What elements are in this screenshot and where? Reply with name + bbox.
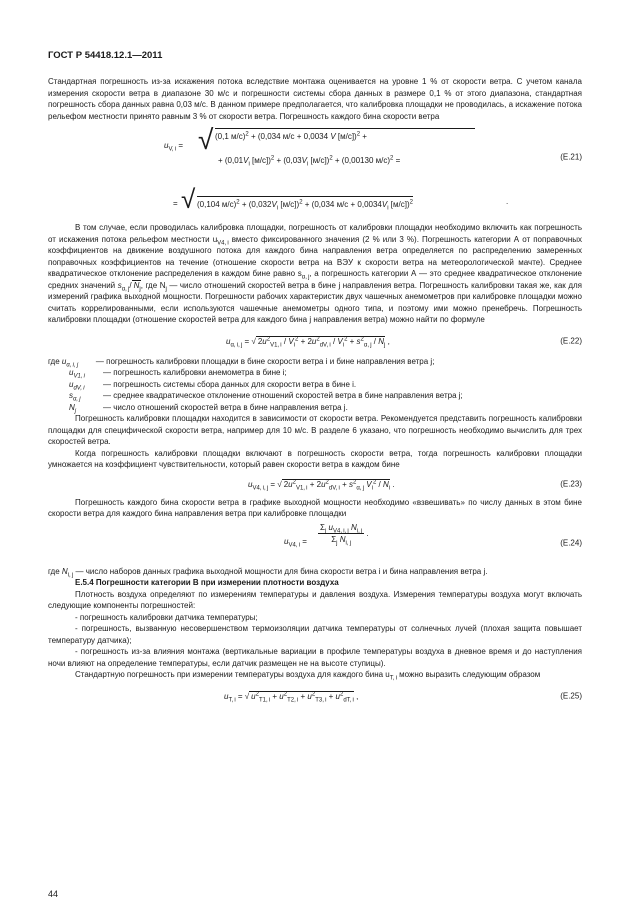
formula-e25: $u_{T, i}$ = √ $u^2_{T1, i} + u^2_{T2, i} + u^2_{T3, i} + u^2_{dT, i}$ , (Е.25) (224, 690, 582, 704)
definition-item: $u_{V1, i}$ — погрешность калибровки анемометра в бине i; (69, 368, 287, 380)
paragraph: Плотность воздуха определяют по измерениям температуры и давления воздуха. Измерения температуры воздуха могут включать следующие компоненты погрешностей: (48, 589, 582, 610)
formula-e23: $u_{V4, i, j}$ = √ $2u^2_{V1, i} + 2u^2_{dV, i} + s^2_{\alpha, j}$ $V_i^2 / N_i$ . (Е.23) (248, 478, 582, 492)
paragraph: Стандартную погрешность при измерении температуры воздуха для каждого бина $u_{T, i}$ можно выразить следующим образом (75, 670, 541, 682)
equation-number: (Е.24) (560, 537, 582, 547)
paragraph: Погрешность калибровки площадки находится в зависимости от скорости ветра. Рекомендуется представить погрешность калибровки площадки для специфической скорости ветра, например для 10 м/с. В разделе 6 указано, что погрешность необходимо вычислить для трех скоростей ветра. (48, 414, 582, 446)
definition-item: $s_{\alpha, j}$ — среднее квадратическое отклонение отношений скоростей ветра в бине направления ветра j; (69, 391, 463, 403)
equation-number: (Е.22) (560, 335, 582, 345)
formula-e21: $u_{V, i}$ = √ (0,1 м/с)$^2$ + (0,034 м/с + 0,0034 V [м/с])$^2$ + + ($0,01V_i$ $[м/с])^2 + (0,03V_i$ [м/с])$^2$ + (0,00130 м/с)$^2$ = (Е.21) (164, 124, 582, 168)
equation-number: (Е.21) (560, 152, 582, 162)
paragraph: Стандартная погрешность из-за искажения потока вследствие монтажа оценивается на уровне 1 % от скорости ветра. С учетом канала измерения скорости ветра в диапазоне 30 м/с и погрешности системы сбора данных в размере 0,1 % от этого диапазона, стандартная погрешность сбора данных равна 0,03 м/с. В данном примере предполагается, что калибровка площадки не проводилась, а искажение потока рельефом местности принято равным 3 % от скорости ветра. Погрешность каждого бина скорости ветра (48, 77, 582, 121)
definition-item: где $u_{\alpha, i, j}$ — погрешность калибровки площадки в бине скорости ветра i и бине направления ветра j; (48, 356, 435, 369)
formula-e22: $u_{\alpha, i, j}$ = √ $2u^2_{V1, i} / V_i^2 + 2u^2_{dV, i} / V_i^2 + s^2_{\alpha, j} / N_j$ , (Е.22) (226, 335, 582, 349)
paragraph: Когда погрешность калибровки площадки включают в погрешность скорости ветра, тогда погрешность калибровки площадки умножается на коэффициент чувствительности, который равен скорости ветра в каждом бине (48, 448, 582, 469)
equation-number: (Е.23) (560, 478, 582, 488)
list-item: - погрешность, вызванную несовершенством термоизоляции датчика температуры от солнечных лучей (плохая защита повышает температуру датчика); (48, 624, 582, 645)
list-item: - погрешность из-за влияния монтажа (вертикальные вариации в профиле температуры воздуха в дневное время и до наступления ночи влияют на определение температуры, если датчик размещен не на высоте ступицы). (48, 647, 582, 668)
definition-item: $N_j$ — число отношений скоростей ветра в бине направления ветра j. (69, 402, 348, 415)
list-item: - погрешность калибровки датчика температуры; (75, 612, 258, 622)
paragraph: В том случае, если проводилась калибровка площадки, погрешность от калибровки площадки необходимо включить как погрешность от искажения потока рельефом местности $u_{V4, i}$ вместо фиксированного значения (2 % или 3 %). Погрешность категории А от поправочных коэффициентов на движение воздушного потока для каждого бина направления ветра определяется по распределению замеренных поправочных коэффициентов на течение (отношение скорости ветра на ВЭУ к скорости ветра на метеорологической мачте). Среднее квадратическое отклонение распределения в каждом бине равно $s_{\alpha, j}$, а погрешность категории А — это среднее квадратическое отклонение средних значений $s_{\alpha, j}/$ $N_j$, где $N_j$ — число отношений скоростей ветра в бине j направления ветра. Погрешность калибровки такая же, как для измерений графика выходной мощности. Погрешности рабочих характеристик двух чашечных анемометров при калибровке площадки можно считать коррелированными, если используются чашечные анемометры одного типа, и поэтому ими можно пренебречь. Погрешность калибровки площадки (отношение скоростей ветра для каждого бина j направления ветра) можно найти по формуле (48, 223, 583, 324)
paragraph: Погрешность каждого бина скорости ветра в графике выходной мощности необходимо «взвешивать» по числу данных в этом бине скорости ветра для каждого бина направления ветра при калибровке площадки (48, 497, 582, 518)
definitions-list (48, 356, 582, 414)
definition-item: $u_{dV, i}$ — погрешность системы сбора данных для скорости ветра в бине i. (69, 379, 357, 392)
document-body (48, 76, 582, 711)
formula-e21-result: = √ (0,104 $м/с)^2 + (0,032V_i$ [м/с])$^2$ + (0,034 $м/с + 0,0034V_i$ [м/с])$^2$ . (173, 184, 509, 214)
formula-e24: $u_{V4, i}$ = $\frac{\Sigma_j u_{V4, i, j} N_{i, j}}{\Sigma_j N_{i, j}}$ . (Е.24) (284, 522, 582, 549)
paragraph: где $N_{i, j}$ — число наборов данных графика выходной мощности для бина скорости ветра i и бина направления ветра j. (48, 566, 488, 579)
page-number: 44 (48, 889, 59, 899)
section-heading: Е.5.4 Погрешности категории В при измерении плотности воздуха (75, 578, 339, 587)
page-header: ГОСТ Р 54418.12.1—2011 (48, 50, 163, 61)
equation-number: (Е.25) (560, 690, 582, 700)
